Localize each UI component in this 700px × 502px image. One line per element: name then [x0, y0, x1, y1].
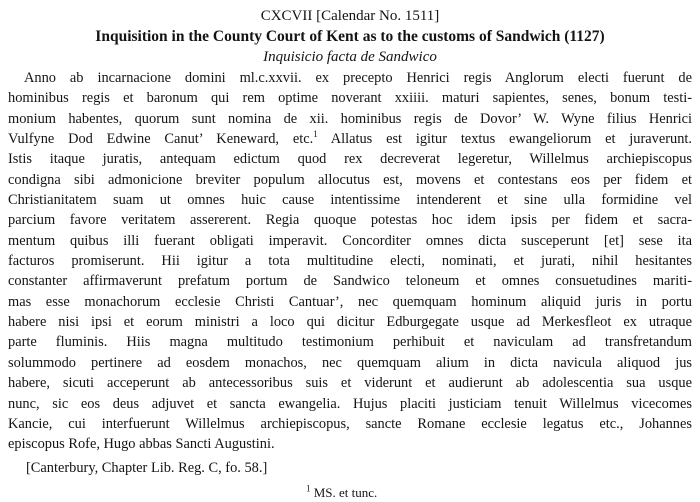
body-line: monium habentes, quorum sunt nomina de xii. hominibus regis de Dovor’ W. Wyne filius Henrici	[8, 110, 692, 127]
footnote-reference: 1	[313, 129, 318, 140]
body-line: habere, sicuti acceperunt ab antecessoribus suis et viderunt et audierunt ab adolescentia sua usque	[8, 375, 692, 392]
body-line: Kancie, cui interfuerunt Willelmus archiepiscopus, sancte Romane ecclesie legatus etc., Johannes	[8, 415, 692, 432]
body-line: Christianitatem suam ut omnes huic cause intentissime intenderent et sine ulla formidine vel	[8, 192, 692, 209]
body-line: condigna sibi admonicione breviter populum allocutus est, movens et contestans eos per fidem et	[8, 171, 692, 188]
body-line-text: Vulfyne Dod Edwine Canut’ Keneward, etc.	[8, 131, 314, 148]
body-line: habere nisi ipsi et eorum ministri a loco qui dicitur Edburgegate usque ad Merkesfleot ex utraque	[8, 314, 692, 331]
body-line: hominibus regis et baronum qui rem optime noverant xxiiii. maturi sapientes, senes, bonum testi-	[8, 90, 692, 107]
document-body	[8, 68, 692, 455]
document-subtitle: Inquisicio facta de Sandwico	[263, 49, 437, 65]
footnote	[8, 484, 692, 502]
body-line	[8, 129, 692, 149]
body-line: mas esse monachorum ecclesie Christi Cantuar’, nec quemquam hominum aliquid juris in portu	[8, 293, 692, 310]
body-line: parte fluminis. Hiis magna multitudo testimonium perhibuit et naviculam ad transfretandum	[8, 334, 692, 351]
body-line: facturos promiserunt. Hii igitur a tota multitudine electi, nominati, et jurati, nihil hesitantes	[8, 253, 692, 270]
body-line: Istis itaque juratis, antequam edictum quod rex decreverat legeretur, Willelmus archiepiscopus	[8, 151, 692, 168]
body-line-tail: Allatus est igitur textus ewangeliorum et juraverunt.	[317, 131, 693, 148]
document-number: CXCVII [Calendar No. 1511]	[260, 8, 440, 24]
document-title: Inquisition in the County Court of Kent as to the customs of Sandwich (1127)	[95, 28, 605, 45]
body-line: parcium favore veritatem assererent. Regia quoque potestas hoc idem ipsis per fidem et sacra-	[8, 212, 692, 229]
footnote-text: MS. et tunc.	[310, 484, 378, 500]
source-citation: [Canterbury, Chapter Lib. Reg. C, fo. 58.]	[26, 459, 268, 476]
body-line: constanter affirmaverunt prefatum portum de Sandwico teloneum et omnes consuetudines mariti-	[8, 273, 692, 290]
body-line: Anno ab incarnacione domini ml.c.xxvii. ex precepto Henrici regis Anglorum electi fuerunt de	[24, 70, 692, 86]
body-line: episcopus Rofe, Hugo abbas Sancti Augustini.	[8, 436, 275, 453]
footnote-marker: 1	[306, 483, 311, 494]
body-line: mentum quibus illi fuerant obligati imperavit. Concorditer omnes dicta susceperunt [et] sese ita	[8, 232, 692, 249]
body-line: solummodo pertinere ad eosdem monachos, nec quemquam alium in dicta navicula aliquod jus	[8, 354, 692, 371]
body-line: nunc, sic eos deus adjuvet et sancta ewangelia. Hujus placiti justiciam tenuit Willelmus vicecomes	[8, 395, 692, 412]
